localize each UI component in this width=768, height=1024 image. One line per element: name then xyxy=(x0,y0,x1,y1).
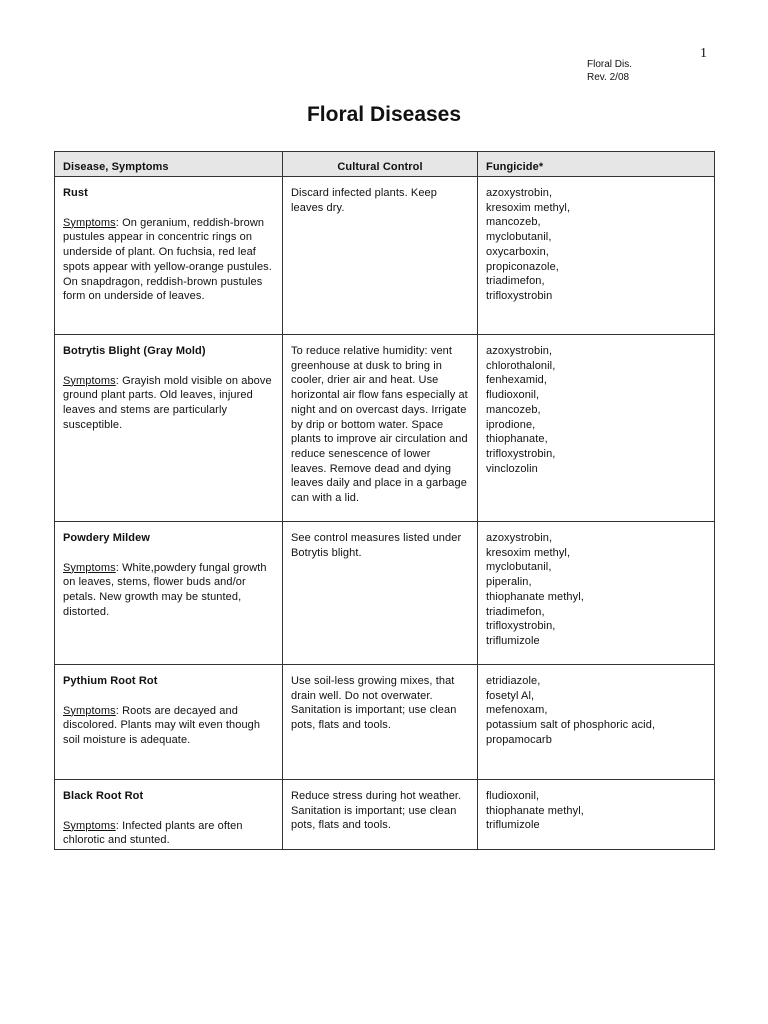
fungicide-cell xyxy=(478,522,715,665)
fungicide-item: fludioxonil, xyxy=(486,389,540,402)
disease-name: Rust xyxy=(63,187,88,199)
fungicide-item: azoxystrobin, xyxy=(486,532,553,544)
symptoms-text: : Grayish mold visible on above ground plant parts. Old leaves, injured leaves and stems are particularly susceptible. xyxy=(63,374,272,431)
disease-cell xyxy=(55,665,283,780)
cultural-control-cell: Reduce stress during hot weather. Sanitation is important; use clean pots, flats and tools. xyxy=(283,780,478,850)
symptoms-label: Symptoms xyxy=(63,216,116,229)
fungicide-item: thiophanate, xyxy=(486,433,548,446)
fungicide-item: kresoxim methyl, xyxy=(486,201,571,214)
disease-table xyxy=(54,151,715,850)
fungicide-item: mancozeb, xyxy=(486,216,541,229)
fungicide-item: chlorothalonil, xyxy=(486,359,556,372)
fungicide-item: thiophanate methyl, xyxy=(486,804,584,817)
document-code: Floral Dis. xyxy=(587,59,633,70)
fungicide-item: trifloxystrobin, xyxy=(486,447,556,460)
fungicide-item: propamocarb xyxy=(486,733,552,746)
fungicide-item: potassium salt of phosphoric acid, xyxy=(486,719,656,732)
table-row xyxy=(55,665,715,780)
fungicide-item: myclobutanil, xyxy=(486,561,552,574)
fungicide-item: azoxystrobin, xyxy=(486,187,553,199)
symptoms-label: Symptoms xyxy=(63,561,116,574)
fungicide-item: mancozeb, xyxy=(486,403,541,416)
disease-symptoms xyxy=(63,819,274,848)
disease-name: Pythium Root Rot xyxy=(63,675,158,687)
table-row xyxy=(55,522,715,665)
fungicide-cell xyxy=(478,335,715,522)
fungicide-item: etridiazole, xyxy=(486,675,541,687)
fungicide-item: piperalin, xyxy=(486,576,532,589)
table-row xyxy=(55,780,715,850)
fungicide-item: trifloxystrobin xyxy=(486,289,553,302)
fungicide-item: azoxystrobin, xyxy=(486,345,553,357)
fungicide-cell xyxy=(478,780,715,850)
disease-cell xyxy=(55,177,283,335)
disease-name: Botrytis Blight (Gray Mold) xyxy=(63,345,206,357)
symptoms-label: Symptoms xyxy=(63,819,116,832)
document-reference xyxy=(587,58,632,84)
fungicide-item: propiconazole, xyxy=(486,260,559,273)
disease-name: Black Root Rot xyxy=(63,790,144,802)
fungicide-item: fludioxonil, xyxy=(486,790,540,802)
fungicide-cell xyxy=(478,665,715,780)
revision-date: Rev. 2/08 xyxy=(587,72,630,83)
disease-symptoms xyxy=(63,216,274,304)
disease-cell xyxy=(55,522,283,665)
symptoms-text: : Roots are decayed and discolored. Plants may wilt even though soil moisture is adequate. xyxy=(63,704,261,747)
fungicide-item: triadimefon, xyxy=(486,605,545,618)
fungicide-item: oxycarboxin, xyxy=(486,245,549,258)
symptoms-text: : White,powdery fungal growth on leaves, stems, flower buds and/or petals. New growth may be stunted, distorted. xyxy=(63,561,267,618)
disease-cell xyxy=(55,335,283,522)
header-cultural-control: Cultural Control xyxy=(283,152,478,177)
fungicide-cell xyxy=(478,177,715,335)
table-row xyxy=(55,177,715,335)
symptoms-text: : Infected plants are often chlorotic and stunted. xyxy=(63,819,243,847)
fungicide-item: myclobutanil, xyxy=(486,231,552,244)
table-header-row xyxy=(55,152,715,177)
fungicide-item: fenhexamid, xyxy=(486,374,548,387)
symptoms-text: : On geranium, reddish-brown pustules appear in concentric rings on underside of plant. On fuchsia, red leaf spots appear with yellow-orange pustules. On snapdragon, reddish-brown pustules form on underside of leaves. xyxy=(63,216,272,303)
disease-name: Powdery Mildew xyxy=(63,532,150,544)
table-row xyxy=(55,335,715,522)
fungicide-item: triflumizole xyxy=(486,819,540,832)
fungicide-item: vinclozolin xyxy=(486,462,538,475)
fungicide-item: iprodione, xyxy=(486,418,536,431)
cultural-control-cell: Use soil-less growing mixes, that drain well. Do not overwater. Sanitation is important; use clean pots, flats and tools. xyxy=(283,665,478,780)
header-disease-symptoms: Disease, Symptoms xyxy=(55,152,283,177)
fungicide-item: triflumizole xyxy=(486,634,540,647)
cultural-control-cell: See control measures listed under Botrytis blight. xyxy=(283,522,478,665)
disease-cell xyxy=(55,780,283,850)
fungicide-item: fosetyl Al, xyxy=(486,689,535,702)
cultural-control-cell: To reduce relative humidity: vent greenhouse at dusk to bring in cooler, drier air and heat. Use horizontal air flow fans especially at night and on overcast days. Irrigate by drip or bottom water. Space plants to improve air circulation and reduce senescence of lower leaves. Remove dead and dying leaves daily and place in a garbage can with a lid. xyxy=(283,335,478,522)
header-fungicide: Fungicide* xyxy=(478,152,715,177)
symptoms-label: Symptoms xyxy=(63,704,116,717)
fungicide-item: thiophanate methyl, xyxy=(486,590,584,603)
page-title: Floral Diseases xyxy=(306,103,462,126)
disease-symptoms xyxy=(63,374,274,433)
cultural-control-cell: Discard infected plants. Keep leaves dry. xyxy=(283,177,478,335)
disease-symptoms xyxy=(63,704,274,748)
symptoms-label: Symptoms xyxy=(63,374,116,387)
fungicide-item: triadimefon, xyxy=(486,275,545,288)
page-number: 1 xyxy=(700,46,707,61)
fungicide-item: trifloxystrobin, xyxy=(486,620,556,633)
fungicide-item: kresoxim methyl, xyxy=(486,546,571,559)
disease-symptoms xyxy=(63,561,274,620)
fungicide-item: mefenoxam, xyxy=(486,704,548,717)
